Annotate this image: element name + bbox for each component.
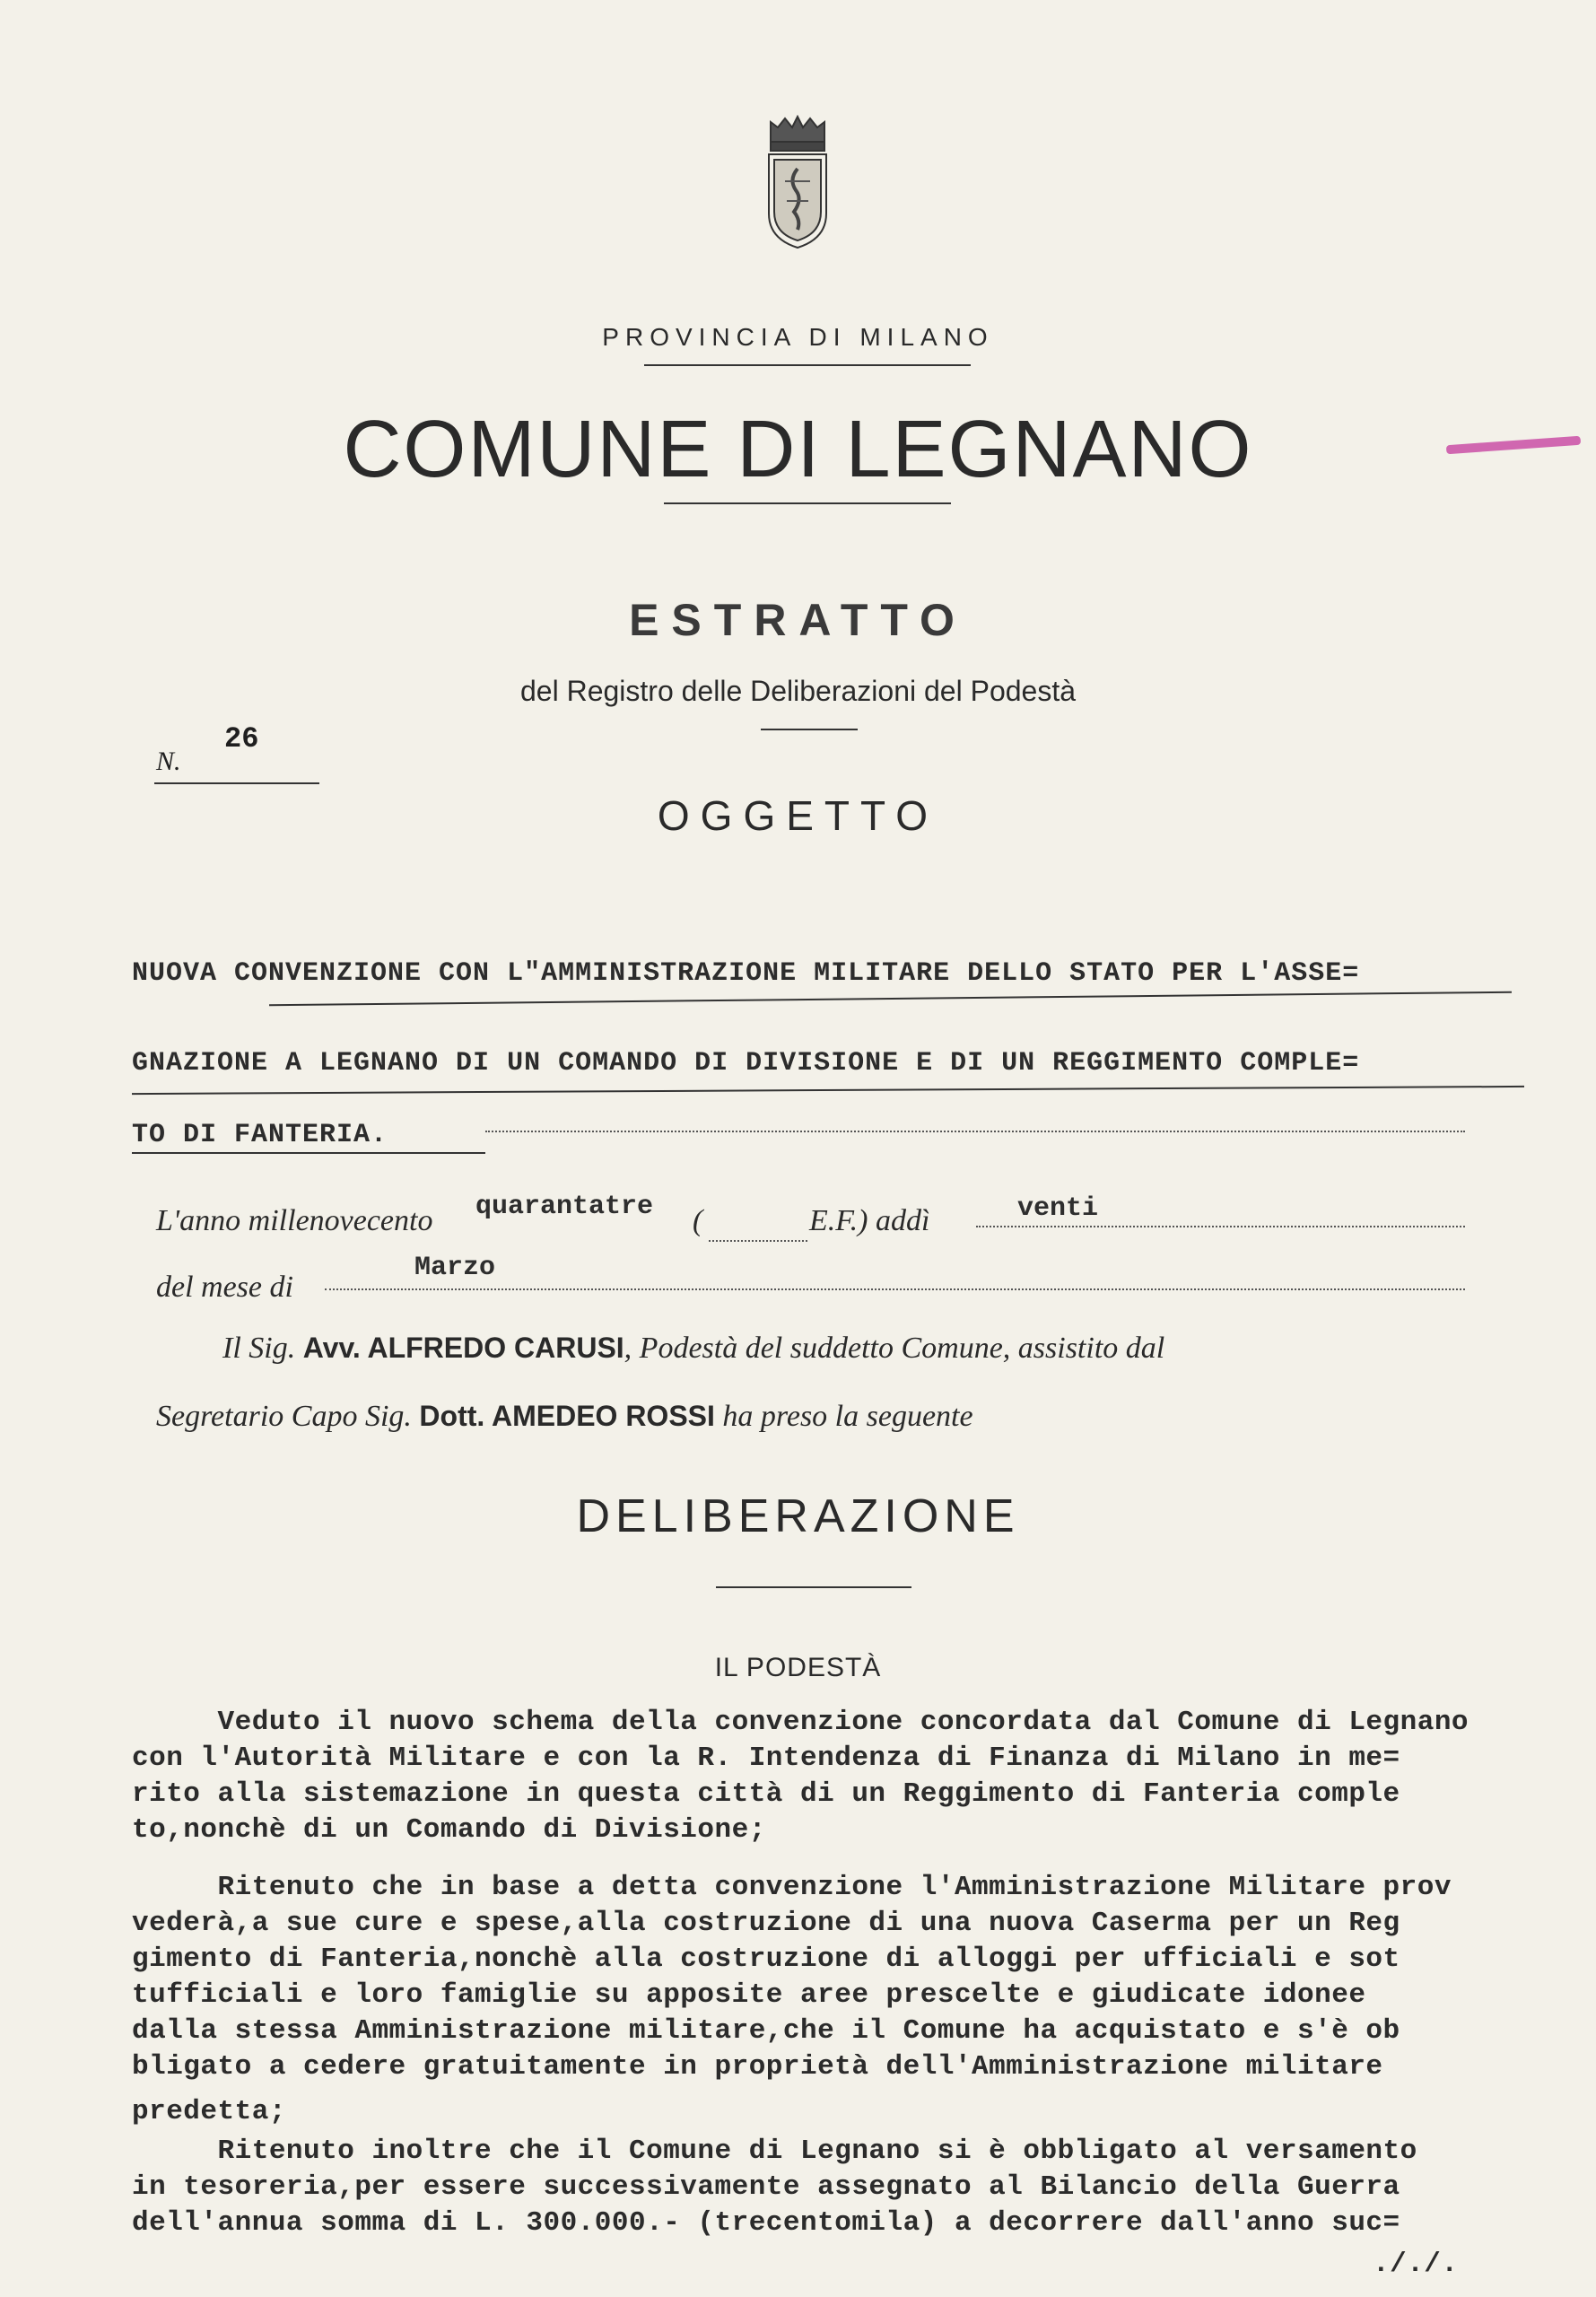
body-line: bligato a cedere gratuitamente in proprietà dell'Amministrazione militare (132, 2051, 1383, 2083)
body-line: gimento di Fanteria,nonchè alla costruzione di alloggi per ufficiali e sot (132, 1943, 1400, 1975)
province-title: PROVINCIA DI MILANO (602, 323, 994, 351)
body-line: Veduto il nuovo schema della convenzione concordata dal Comune di Legnano (132, 1707, 1470, 1738)
body-line: dell'annua somma di L. 300.000.- (trecentomila) a decorrere dall'anno suc= (132, 2207, 1400, 2239)
oggetto-heading: OGGETTO (657, 792, 939, 839)
officials-line-1: Il Sig. Avv. ALFREDO CARUSI, Podestà del suddetto Comune, assistito dal (222, 1332, 1165, 1365)
segretario-name: Dott. AMEDEO ROSSI (419, 1400, 715, 1432)
body-line: tufficiali e loro famiglie su apposite aree prescelte e giudicate idonee (132, 1979, 1366, 2011)
body-line: Ritenuto che in base a detta convenzione l'Amministrazione Militare prov (132, 1872, 1452, 1903)
mese-label: del mese di (156, 1271, 293, 1304)
anno-value: quarantatre (475, 1192, 654, 1222)
subject-line-1: NUOVA CONVENZIONE CON L"AMMINISTRAZIONE MILITARE DELLO STATO PER L'ASSE= (132, 958, 1360, 989)
body-line: rito alla sistemazione in questa città di un Reggimento di Fanteria comple (132, 1778, 1400, 1810)
deliberazione-heading: DELIBERAZIONE (576, 1490, 1020, 1542)
paren-open: ( (693, 1204, 703, 1237)
anno-label: L'anno millenovecento (156, 1204, 433, 1237)
continuation-mark: ././. (1373, 2249, 1459, 2280)
giorno-value: venti (1017, 1193, 1099, 1224)
coat-of-arms-icon (765, 115, 830, 249)
subject-line-2: GNAZIONE A LEGNANO DI UN COMANDO DI DIVISIONE E DI UN REGGIMENTO COMPLE= (132, 1048, 1360, 1079)
body-line: to,nonchè di un Comando di Divisione; (132, 1814, 766, 1846)
ef-label: E.F.) addì (809, 1204, 930, 1237)
estratto-heading: ESTRATTO (629, 595, 967, 645)
officials-line-2: Segretario Capo Sig. Dott. AMEDEO ROSSI ha preso la seguente (156, 1400, 973, 1433)
number-label: N. (156, 747, 181, 776)
body-line: predetta; (132, 2096, 286, 2127)
registro-subtitle: del Registro delle Deliberazioni del Podestà (519, 675, 1077, 707)
body-line: vederà,a sue cure e spese,alla costruzione di una nuova Caserma per un Reg (132, 1908, 1400, 1939)
body-line: Ritenuto inoltre che il Comune di Legnano si è obbligato al versamento (132, 2135, 1417, 2167)
podesta-name: Avv. ALFREDO CARUSI (302, 1332, 624, 1364)
subject-line-3: TO DI FANTERIA. (132, 1120, 388, 1150)
mese-value: Marzo (414, 1253, 496, 1283)
body-line: in tesoreria,per essere successivamente assegnato al Bilancio della Guerra (132, 2171, 1400, 2203)
body-line: dalla stessa Amministrazione militare,che il Comune ha acquistato e s'è ob (132, 2015, 1400, 2047)
body-line: con l'Autorità Militare e con la R. Intendenza di Finanza di Milano in me= (132, 1742, 1400, 1774)
number-value: 26 (224, 722, 259, 755)
comune-title: COMUNE DI LEGNANO (343, 405, 1253, 494)
il-podesta-heading: IL PODESTÀ (714, 1653, 882, 1682)
